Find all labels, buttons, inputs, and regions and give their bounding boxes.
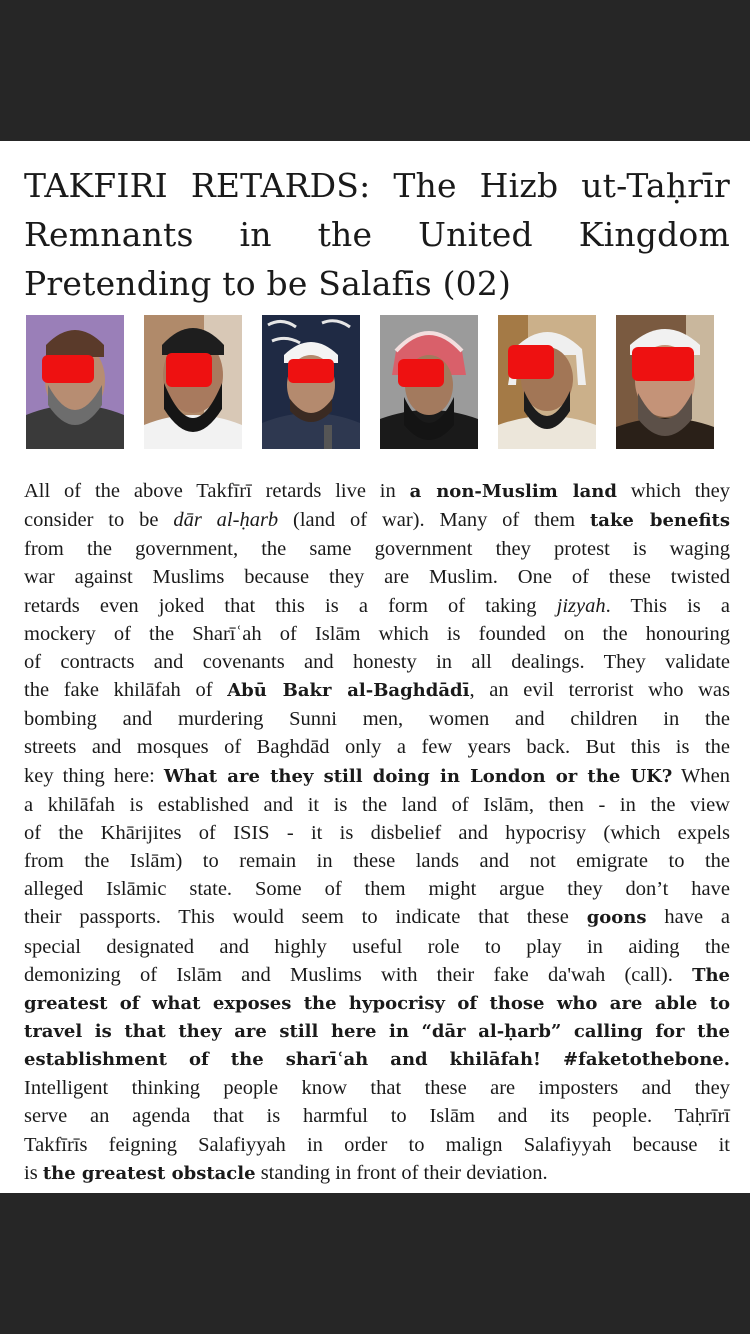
bottom-dark-bar [0, 1193, 750, 1334]
body-line: is the greatest obstacle standing in front of their deviation. [24, 1161, 548, 1184]
photo-2 [144, 315, 242, 449]
photo-strip [26, 315, 716, 449]
body-line: bombing and murdering Sunni men, women and children in the [24, 708, 730, 731]
photo-1 [26, 315, 124, 449]
body-line: the fake khilāfah of Abū Bakr al-Baghdādī, an evil terrorist who was [24, 679, 731, 702]
body-line: special designated and highly useful role to play in aiding the [24, 935, 730, 958]
body-line: Intelligent thinking people know that these are imposters and they [24, 1077, 730, 1100]
body-line: All of the above Takfīrī retards live in a non-Muslim land which they [24, 480, 730, 502]
photo-5 [498, 315, 596, 449]
body-line: from the Islām) to remain in these lands and not emigrate to the [24, 850, 730, 873]
body-line: from the government, the same government they protest is waging [24, 538, 730, 561]
body-line: a khilāfah is established and it is the land of Islām, then - in the view [24, 793, 730, 816]
top-dark-bar [0, 0, 750, 141]
body-line: war against Muslims because they are Muslim. One of these twisted [24, 566, 730, 589]
body-line: mockery of the Sharīʿah of Islām which is founded on the honouring [24, 622, 730, 645]
body-line: retards even joked that this is a form of taking jizyah. This is a [24, 594, 730, 617]
body-line: demonizing of Islām and Muslims with their fake da'wah (call). The [24, 963, 730, 986]
body-line: Takfīrīs feigning Salafiyyah in order to malign Salafiyyah because it [24, 1133, 730, 1156]
body-line: streets and mosques of Baghdād only a few years back. But this is the [24, 736, 730, 759]
body-line: establishment of the sharīʿah and khilāfah! #faketothebone. [24, 1049, 730, 1071]
article-body [24, 477, 730, 1188]
photo-4 [380, 315, 478, 449]
photo-3 [262, 315, 360, 449]
body-line: alleged Islāmic state. Some of them might argue they don’t have [24, 878, 730, 901]
document-page [0, 141, 750, 1193]
body-line: of contracts and covenants and honesty in all dealings. They validate [24, 650, 730, 673]
body-line: greatest of what exposes the hypocrisy of those who are able to [24, 992, 730, 1014]
body-line: their passports. This would seem to indicate that these goons have a [24, 906, 731, 929]
body-line: of the Khārijites of ISIS - it is disbelief and hypocrisy (which expels [24, 821, 730, 844]
photo-6 [616, 315, 714, 449]
body-line: serve an agenda that is harmful to Islām and its people. Taḥrīrī [24, 1105, 730, 1128]
body-line: key thing here: What are they still doing in London or the UK? When [24, 764, 730, 787]
body-line: consider to be dār al-ḥarb (land of war). Many of them take benefits [24, 509, 731, 532]
body-line: travel is that they are still here in “dār al-ḥarb” calling for the [24, 1020, 730, 1042]
page-title: TAKFIRI RETARDS: The Hizb ut-Taḥrīr Remnants in the United Kingdom Pretending to be Salafīs (02) [24, 166, 730, 303]
